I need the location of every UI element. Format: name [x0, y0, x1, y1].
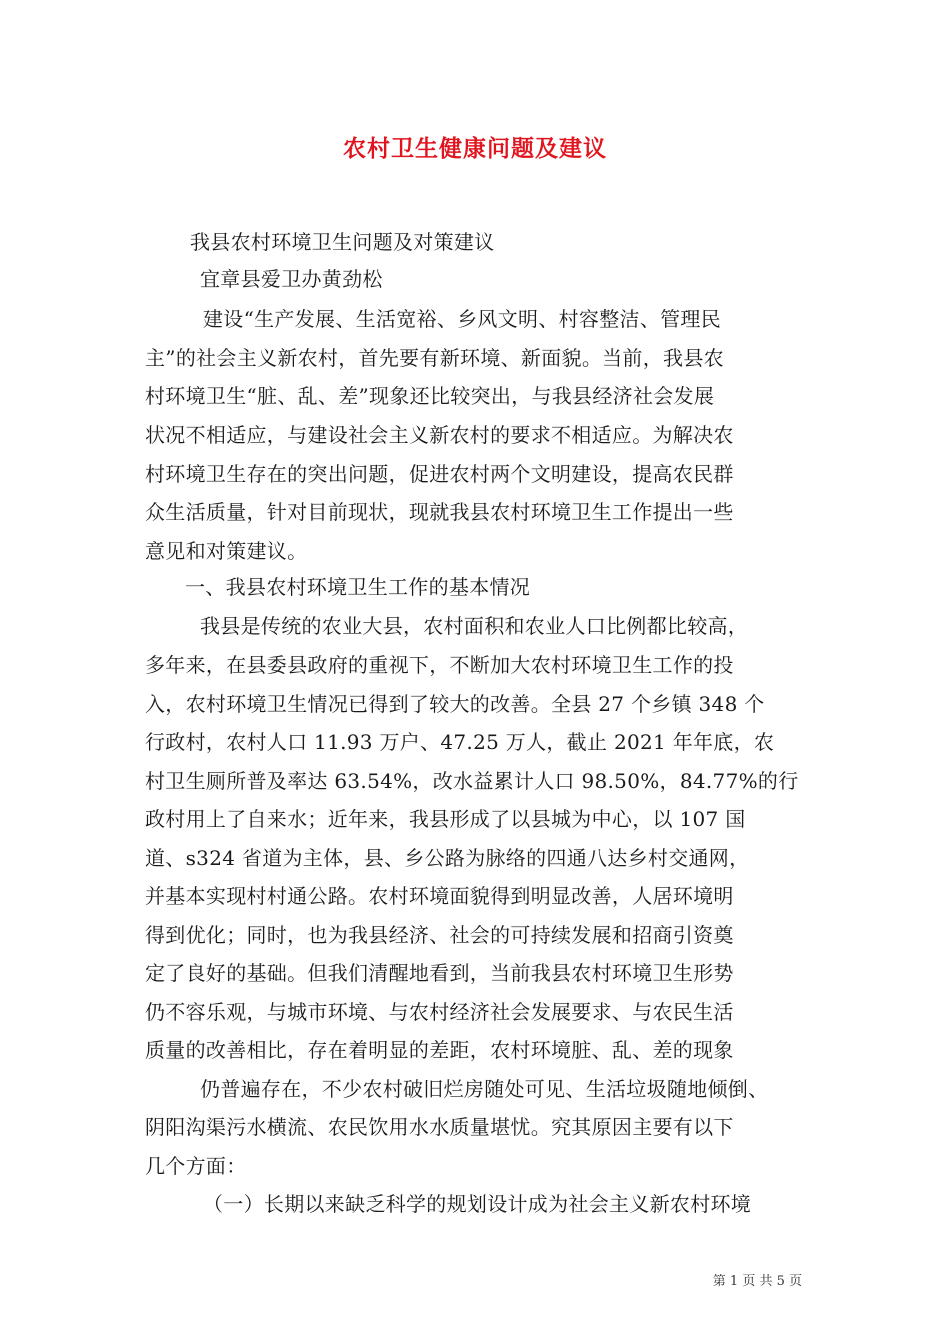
subtitle-line: 我县农村环境卫生问题及对策建议: [190, 230, 495, 254]
body-line: 几个方面：: [145, 1154, 247, 1178]
body-line: 行政村，农村人口 11.93 万户、47.25 万人，截止 2021 年年底，农: [145, 730, 775, 754]
body-line: 众生活质量，针对目前现状，现就我县农村环境卫生工作提出一些: [145, 500, 734, 524]
author-line: 宜章县爱卫办黄劲松: [200, 267, 383, 291]
body-line: 主”的社会主义新农村，首先要有新环境、新面貌。当前，我县农: [145, 346, 724, 370]
body-line: 意见和对策建议。: [145, 539, 308, 563]
body-line: 道、s324 省道为主体，县、乡公路为脉络的四通八达乡村交通网，: [145, 846, 750, 870]
page-number: 第 1 页 共 5 页: [712, 1274, 802, 1289]
body-line: 状况不相适应，与建设社会主义新农村的要求不相适应。为解决农: [145, 423, 734, 447]
body-line: 定了良好的基础。但我们清醒地看到，当前我县农村环境卫生形势: [145, 961, 734, 985]
body-line: 多年来，在县委县政府的重视下，不断加大农村环境卫生工作的投: [145, 653, 734, 677]
subsection-heading: （一）长期以来缺乏科学的规划设计成为社会主义新农村环境: [203, 1192, 752, 1216]
body-line: 村环境卫生“脏、乱、差”现象还比较突出，与我县经济社会发展: [145, 384, 715, 408]
body-line: 入，农村环境卫生情况已得到了较大的改善。全县 27 个乡镇 348 个: [145, 692, 765, 716]
body-line: 我县是传统的农业大县，农村面积和农业人口比例都比较高，: [200, 614, 749, 638]
body-line: 质量的改善相比，存在着明显的差距，农村环境脏、乱、差的现象: [145, 1038, 734, 1062]
section-heading: 一、我县农村环境卫生工作的基本情况: [185, 575, 531, 599]
body-line: 并基本实现村村通公路。农村环境面貌得到明显改善，人居环境明: [145, 884, 734, 908]
body-line: 建设“生产发展、生活宽裕、乡风文明、村容整洁、管理民: [203, 307, 722, 331]
body-line: 村卫生厕所普及率达 63.54%，改水益累计人口 98.50%，84.77%的行: [145, 769, 799, 793]
body-line: 政村用上了自来水；近年来，我县形成了以县城为中心，以 107 国: [145, 807, 746, 831]
body-line: 仍普遍存在，不少农村破旧烂房随处可见、生活垃圾随地倾倒、: [200, 1077, 769, 1101]
body-line: 得到优化；同时，也为我县经济、社会的可持续发展和招商引资奠: [145, 923, 734, 947]
body-line: 村环境卫生存在的突出问题，促进农村两个文明建设，提高农民群: [145, 462, 734, 486]
document-title: 农村卫生健康问题及建议: [343, 135, 607, 162]
body-line: 仍不容乐观，与城市环境、与农村经济社会发展要求、与农民生活: [145, 1000, 734, 1024]
body-line: 阴阳沟渠污水横流、农民饮用水水质量堪忧。究其原因主要有以下: [145, 1115, 734, 1139]
